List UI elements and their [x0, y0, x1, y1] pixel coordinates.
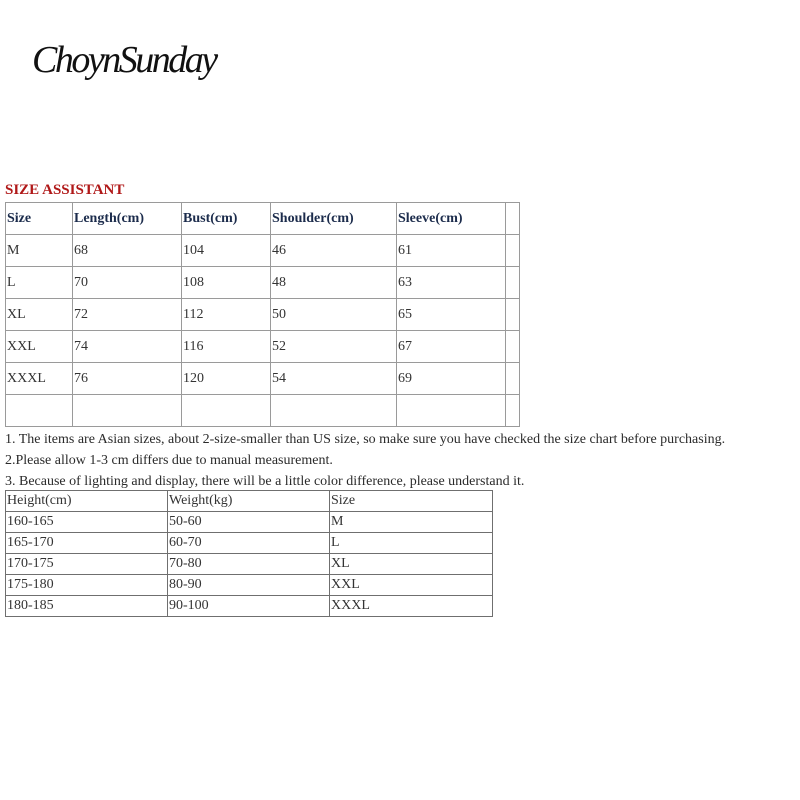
size-assistant-title: SIZE ASSISTANT — [5, 182, 125, 198]
empty-cell — [271, 395, 397, 427]
weight-cell: 80-90 — [168, 575, 330, 596]
table-row — [6, 512, 493, 533]
table-row — [6, 554, 493, 575]
height-cell: 170-175 — [6, 554, 168, 575]
size-cell: M — [6, 235, 73, 267]
table-row — [6, 533, 493, 554]
shoulder-cell: 52 — [271, 331, 397, 363]
height-cell: 165-170 — [6, 533, 168, 554]
table-row — [6, 575, 493, 596]
height-weight-table — [5, 490, 493, 617]
bust-cell: 104 — [182, 235, 271, 267]
sleeve-cell: 65 — [397, 299, 506, 331]
table-row — [6, 363, 520, 395]
table-row — [6, 331, 520, 363]
length-cell: 76 — [73, 363, 182, 395]
size-cell: XL — [6, 299, 73, 331]
bust-cell: 108 — [182, 267, 271, 299]
note-line: 3. Because of lighting and display, there will be a little color difference, please understand it. — [5, 474, 525, 489]
empty-cell — [506, 267, 520, 299]
note-line: 1. The items are Asian sizes, about 2-size-smaller than US size, so make sure you have checked the size chart before purchasing. — [5, 432, 726, 447]
note-line: 2.Please allow 1-3 cm differs due to manual measurement. — [5, 453, 333, 468]
header-cell: Weight(kg) — [168, 491, 330, 512]
table-row — [6, 267, 520, 299]
header-cell: Size — [330, 491, 493, 512]
empty-cell — [506, 331, 520, 363]
length-cell: 72 — [73, 299, 182, 331]
height-cell: 160-165 — [6, 512, 168, 533]
shoulder-cell: 50 — [271, 299, 397, 331]
table-row — [6, 235, 520, 267]
header-cell: Size — [6, 203, 73, 235]
sleeve-cell: 69 — [397, 363, 506, 395]
length-cell: 70 — [73, 267, 182, 299]
empty-cell — [506, 395, 520, 427]
size-cell: XXL — [6, 331, 73, 363]
size-cell: L — [330, 533, 493, 554]
header-cell — [506, 203, 520, 235]
length-cell: 74 — [73, 331, 182, 363]
size-cell: L — [6, 267, 73, 299]
table-row — [6, 395, 520, 427]
height-weight-header-row — [6, 491, 493, 512]
header-cell: Height(cm) — [6, 491, 168, 512]
empty-cell — [73, 395, 182, 427]
size-cell: XXL — [330, 575, 493, 596]
empty-cell — [506, 363, 520, 395]
header-cell: Bust(cm) — [182, 203, 271, 235]
empty-cell — [182, 395, 271, 427]
size-cell: XL — [330, 554, 493, 575]
bust-cell: 116 — [182, 331, 271, 363]
bust-cell: 112 — [182, 299, 271, 331]
size-chart-header-row — [6, 203, 520, 235]
size-chart-table — [5, 202, 520, 427]
empty-cell — [506, 235, 520, 267]
size-cell: XXXL — [6, 363, 73, 395]
header-cell: Sleeve(cm) — [397, 203, 506, 235]
shoulder-cell: 46 — [271, 235, 397, 267]
sleeve-cell: 67 — [397, 331, 506, 363]
table-row — [6, 596, 493, 617]
size-notes — [5, 429, 725, 492]
header-cell: Shoulder(cm) — [271, 203, 397, 235]
size-cell: M — [330, 512, 493, 533]
bust-cell: 120 — [182, 363, 271, 395]
size-cell: XXXL — [330, 596, 493, 617]
empty-cell — [6, 395, 73, 427]
weight-cell: 60-70 — [168, 533, 330, 554]
header-cell: Length(cm) — [73, 203, 182, 235]
empty-cell — [506, 299, 520, 331]
weight-cell: 70-80 — [168, 554, 330, 575]
weight-cell: 50-60 — [168, 512, 330, 533]
length-cell: 68 — [73, 235, 182, 267]
shoulder-cell: 48 — [271, 267, 397, 299]
brand-logo: ChoynSunday — [32, 39, 216, 81]
table-row — [6, 299, 520, 331]
sleeve-cell: 61 — [397, 235, 506, 267]
weight-cell: 90-100 — [168, 596, 330, 617]
sleeve-cell: 63 — [397, 267, 506, 299]
empty-cell — [397, 395, 506, 427]
height-cell: 180-185 — [6, 596, 168, 617]
shoulder-cell: 54 — [271, 363, 397, 395]
height-cell: 175-180 — [6, 575, 168, 596]
